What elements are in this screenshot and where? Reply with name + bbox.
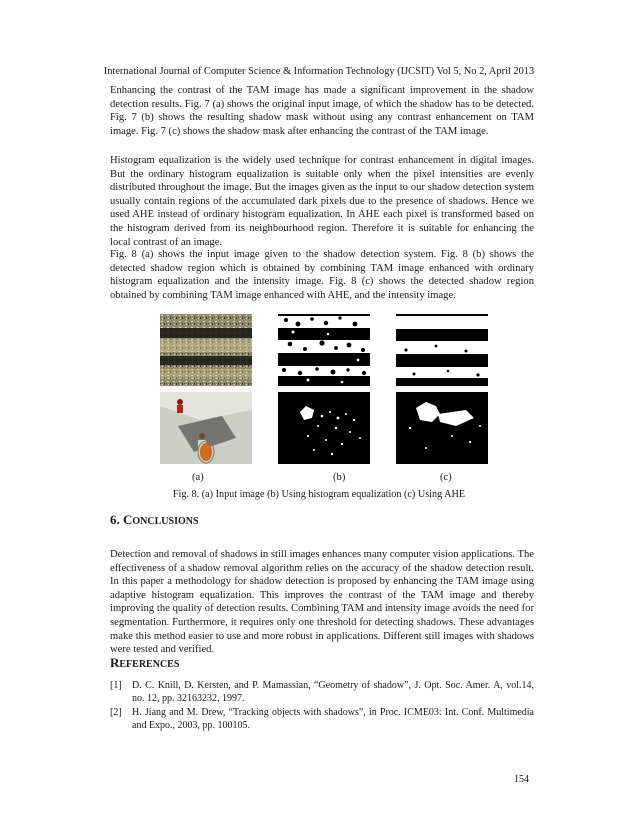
paragraph-contrast-enhancement: Enhancing the contrast of the TAM image has made a significant improvement in the shadow detection results. Fig. 7 (a) shows the original input image, of which the shadow has to be detected. Fig. 7 (b) shows the resulting shadow mask without using any contrast enhancement on TAM image. Fig. 7 (c) shows the shadow mask after enhancing the contrast of the TAM image.: [110, 85, 534, 137]
paragraph-fig8-description: Fig. 8 (a) shows the input image given to the shadow detection system. Fig. 8 (b) shows the detected shadow region which is obtained by combining TAM image enhanced with ordinary histogram equalization and the intensity image. Fig. 8 (c) shows the detected shadow region obtained by combining TAM image enhanced with AHE, and the intensity image.: [110, 249, 534, 301]
section-heading-conclusions: [110, 512, 199, 528]
page-number: 154: [514, 774, 529, 785]
figure-8: [160, 314, 500, 489]
reference-number: [2]: [110, 707, 122, 719]
reference-text: D. C. Knill, D. Kersten, and P. Mamassian, “Geometry of shadow”, J. Opt. Soc. Amer. A, vol.14, no. 12, pp. 32163232, 1997.: [132, 680, 534, 704]
fig8-sublabel-c: (c): [440, 472, 452, 483]
reference-item: [110, 680, 534, 705]
fig8a-bottom-scene-image: [160, 392, 252, 464]
heading-rest: ONCLUSIONS: [132, 516, 199, 527]
reference-item: [110, 707, 534, 732]
fig8c-top-shadow-mask: [396, 314, 488, 386]
reference-number: [1]: [110, 680, 122, 691]
heading-number: 6. C: [110, 512, 133, 527]
paragraph-histogram-equalization: Histogram equalization is the widely used technique for contrast enhancement in digital images. But the ordinary histogram equalization is suitable only when the pixel intensities are evenly distributed throughout the image. But the images given as the input to our shadow detection system usually contain regions of the accumulated dark pixels due to the presence of shadows. Hence we used AHE instead of ordinary histogram equalization. In AHE each pixel is transformed based on the histogram derived from its neighbourhood region. Therefore it is suitable for enhancing the local contrast of an image.: [110, 155, 534, 248]
reference-text: H. Jiang and M. Drew, “Tracking objects with shadows”, in Proc. ICME03: Int. Conf. Multimedia and Expo., 2003, pp. 100105.: [132, 707, 534, 731]
fig8-sublabel-b: (b): [333, 472, 346, 483]
fig8a-top-texture-image: [160, 314, 252, 386]
heading-first-letter: R: [110, 655, 120, 670]
section-heading-references: [110, 655, 179, 671]
fig8-sublabel-a: (a): [192, 472, 204, 483]
reference-list: [110, 680, 534, 734]
fig8c-bottom-shadow-mask: [396, 392, 488, 464]
running-header: International Journal of Computer Science & Information Technology (IJCSIT) Vol 5, No 2, April 2013: [103, 66, 535, 77]
paragraph-conclusions: Detection and removal of shadows in still images enhances many computer vision applications. The effectiveness of a shadow removal algorithm relies on the accuracy of the shadow detection result. In this paper a methodology for shadow detection is proposed by enhancing the TAM image using adaptive histogram equalization. This improves the contrast of the TAM image and thereby improving the quality of detection results. Combining TAM and intensity image avoids the need for segmentation. Furthermore, it requires only one threshold for detecting shadows. These advantages make this method easier to use and more robust in applications. Different still images with shadows were tested and verified.: [110, 549, 534, 656]
fig8b-bottom-shadow-mask: [278, 392, 370, 464]
fig8b-top-shadow-mask: [278, 314, 370, 386]
heading-rest: EFERENCES: [119, 659, 180, 670]
figure-caption: Fig. 8. (a) Input image (b) Using histogram equalization (c) Using AHE: [172, 489, 466, 500]
